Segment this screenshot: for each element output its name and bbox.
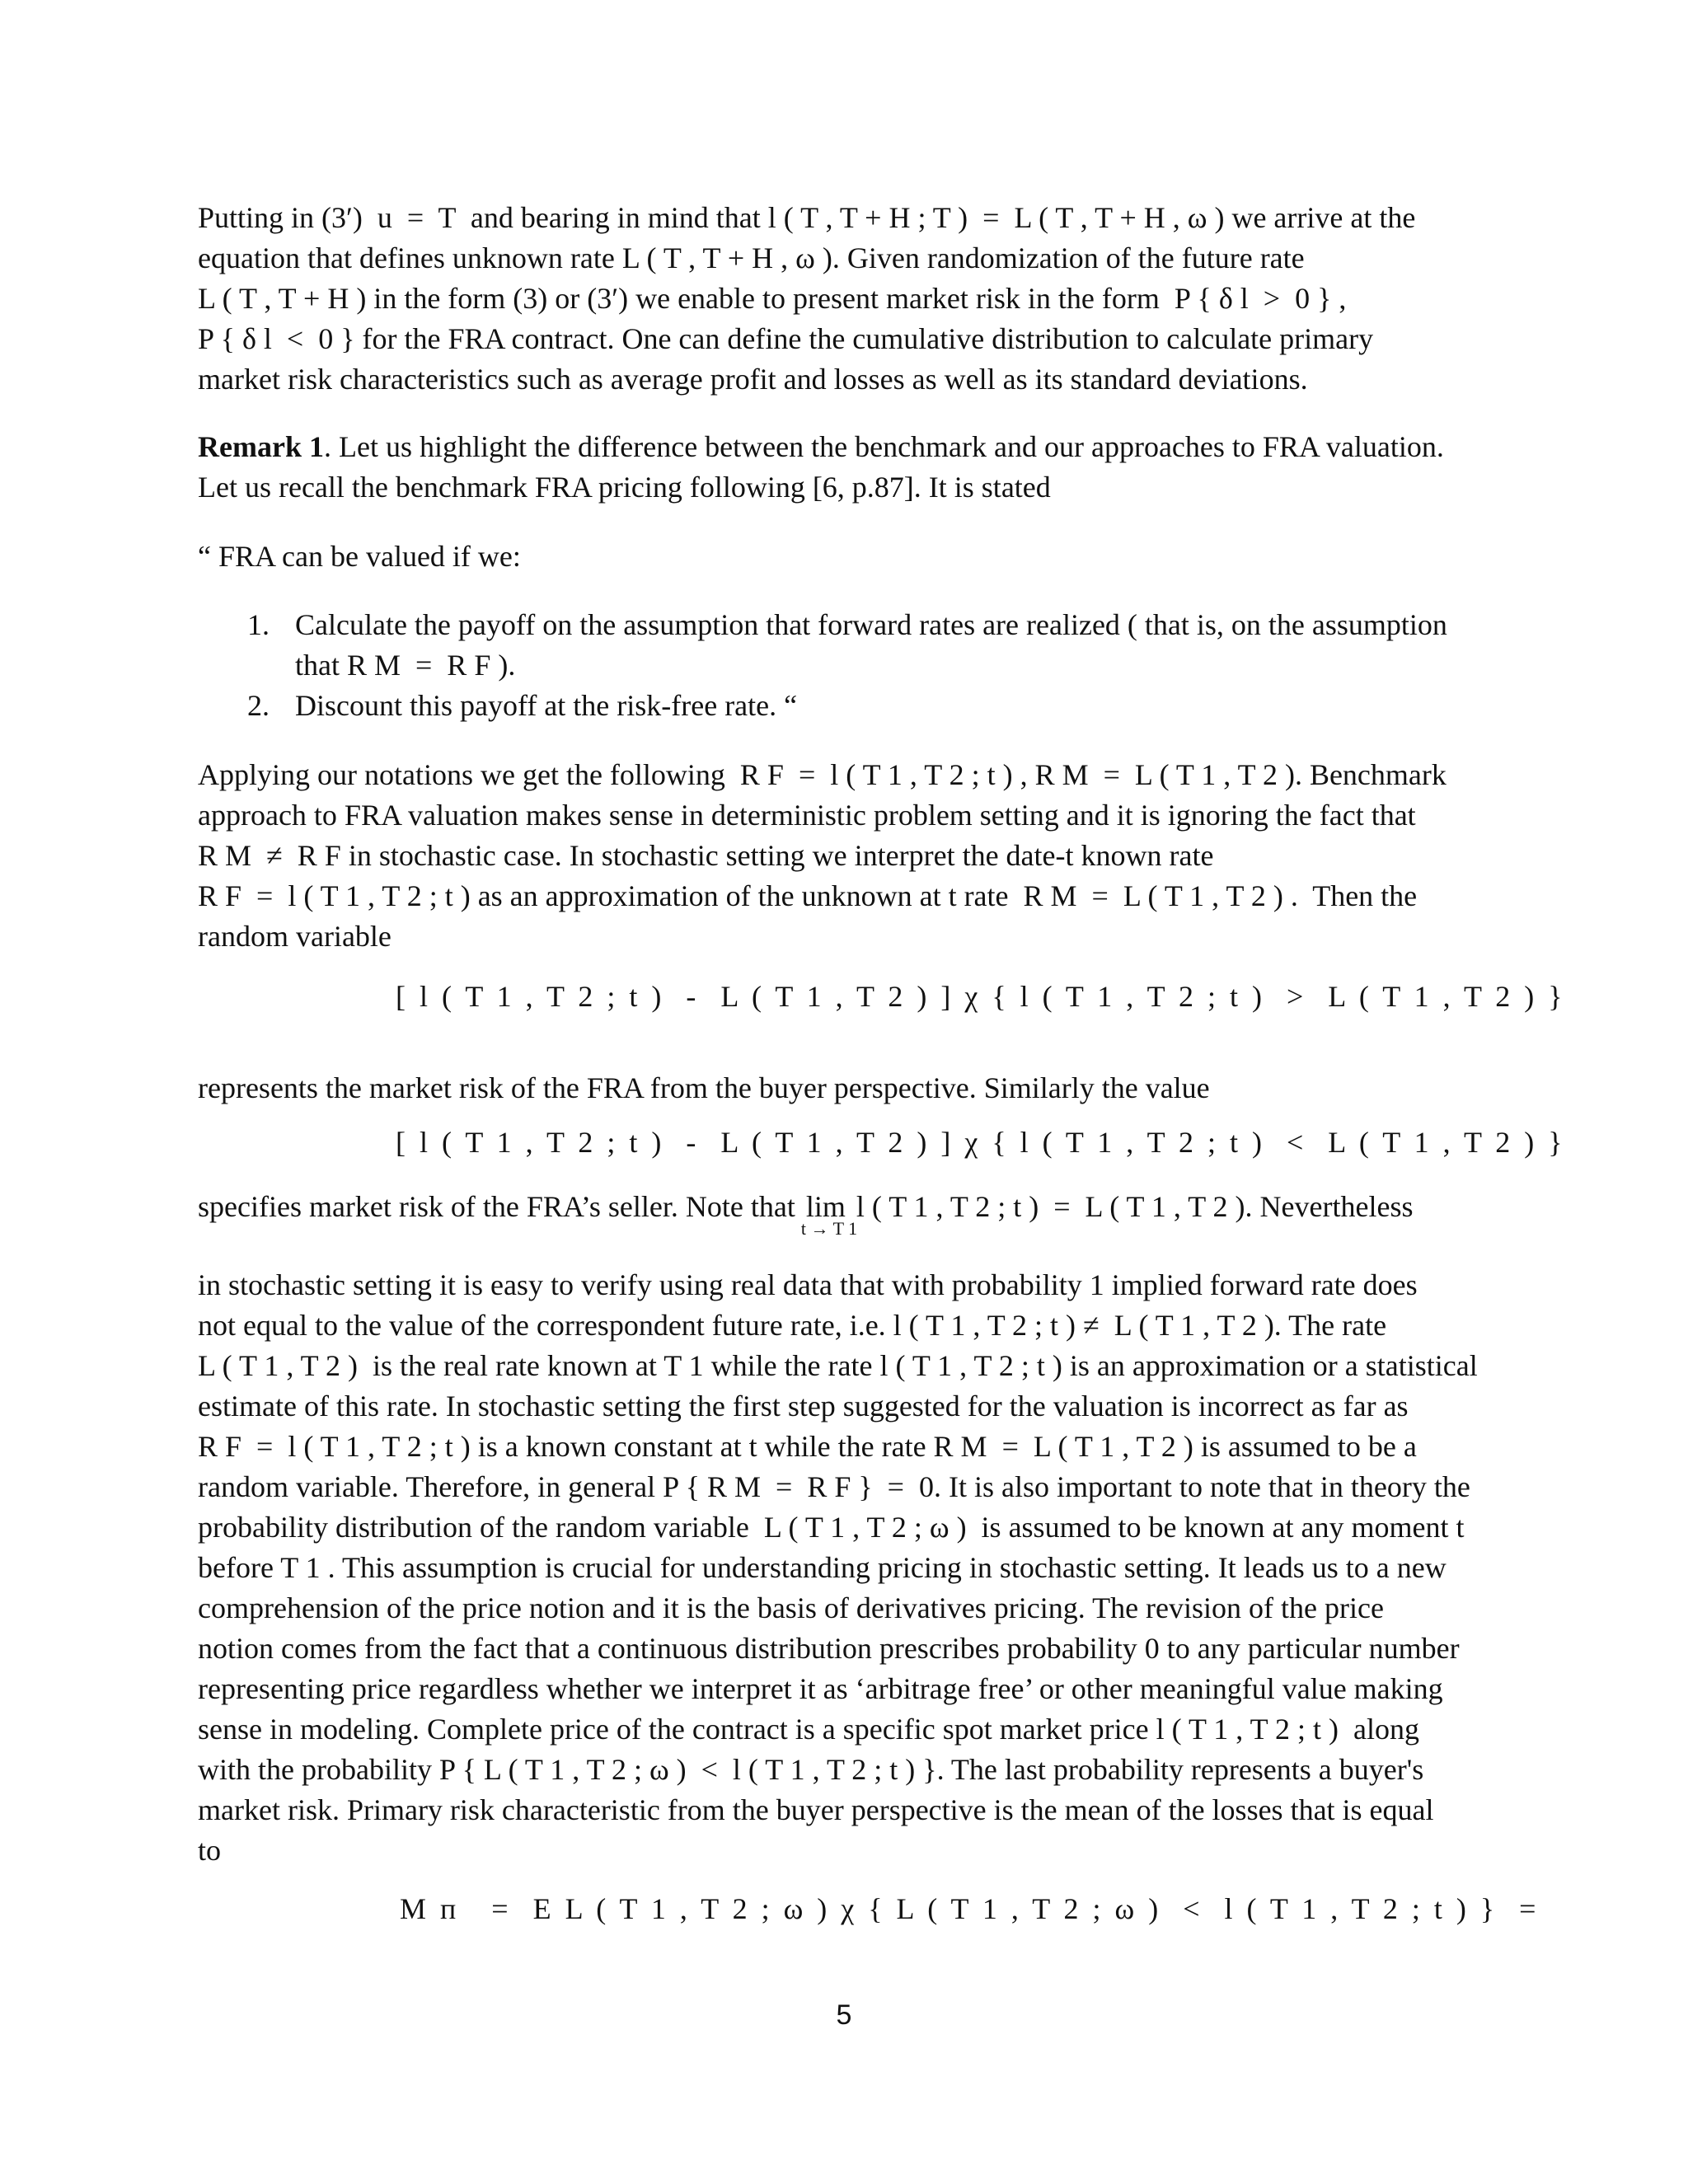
equation-buyer-risk: [ l ( T 1 , T 2 ; t ) - L ( T 1 , T 2 ) ] χ { l ( T 1 , T 2 ; t ) > L ( T 1 , T 2 ) } [396,980,1566,1013]
limit-expression [800,1187,858,1239]
text-line [198,1187,1517,1239]
list-item-number: 1. [247,608,270,641]
text-line: R F = l ( T 1 , T 2 ; t ) is a known constant at t while the rate R M = L ( T 1 , T 2 ) is assumed to be a [198,1430,1417,1463]
paragraph-limit [198,1187,1517,1239]
limit-text-after: l ( T 1 , T 2 ; t ) = L ( T 1 , T 2 ). Nevertheless [848,1190,1414,1223]
text-line: R M ≠ R F in stochastic case. In stochastic setting we interpret the date-t known rate [198,839,1214,872]
equation-seller-risk: [ l ( T 1 , T 2 ; t ) - L ( T 1 , T 2 ) ] χ { l ( T 1 , T 2 ; t ) < L ( T 1 , T 2 ) } [396,1126,1566,1159]
text-line: representing price regardless whether we interpret it as ‘arbitrage free’ or other meaningful value making [198,1672,1443,1705]
text-line: approach to FRA valuation makes sense in deterministic problem setting and it is ignoring the fact that [198,799,1416,832]
remark-label: Remark 1 [198,430,324,463]
list-item [198,605,1517,686]
limit-text-before: specifies market risk of the FRA’s seller. Note that [198,1190,803,1223]
text-line: random variable. Therefore, in general P { R M = R F } = 0. It is also important to note that in theory the [198,1470,1470,1503]
text-line: market risk characteristics such as average profit and losses as well as its standard deviations. [198,363,1308,396]
paragraph-buyer-perspective [198,1068,1517,1108]
text-line: L ( T , T + H ) in the form (3) or (3′) we enable to present market risk in the form P { δ l > 0 } , [198,282,1347,315]
equation-mean-losses: M п = E L ( T 1 , T 2 ; ω ) χ { L ( T 1 , T 2 ; ω ) < l ( T 1 , T 2 ; t ) } = [400,1892,1540,1925]
text-line: market risk. Primary risk characteristic from the buyer perspective is the mean of the losses that is equal [198,1793,1434,1826]
page-number: 5 [836,1999,852,2031]
limit-operator: lim [805,1190,846,1223]
text-line: Let us recall the benchmark FRA pricing following [6, p.87]. It is stated [198,471,1051,504]
numbered-list [198,605,1517,726]
text-line: not equal to the value of the correspondent future rate, i.e. l ( T 1 , T 2 ; t ) ≠ L ( T 1 , T 2 ). The rate [198,1309,1387,1342]
text-line: comprehension of the price notion and it is the basis of derivatives pricing. The revision of the price [198,1591,1384,1624]
limit-subscript: t → T 1 [800,1218,858,1239]
paragraph-notations [198,755,1517,957]
text-line: P { δ l < 0 } for the FRA contract. One can define the cumulative distribution to calculate primary [198,322,1374,355]
text-line: notion comes from the fact that a continuous distribution prescribes probability 0 to any particular number [198,1632,1460,1665]
text-line: to [198,1834,222,1867]
text-line: Applying our notations we get the following R F = l ( T 1 , T 2 ; t ) , R M = L ( T 1 , T 2 ). Benchmark [198,758,1447,791]
text-line: that R M = R F ). [295,649,516,682]
remark-paragraph [198,427,1517,508]
text-line: Calculate the payoff on the assumption that forward rates are realized ( that is, on the assumption [295,608,1447,641]
quote-intro [198,537,1517,577]
paragraph-stochastic-setting [198,1265,1517,1871]
text-line: R F = l ( T 1 , T 2 ; t ) as an approximation of the unknown at t rate R M = L ( T 1 , T 2 ) . Then the [198,879,1418,912]
text-line: in stochastic setting it is easy to verify using real data that with probability 1 implied forward rate does [198,1268,1418,1301]
list-item [198,686,1517,726]
text-line: Discount this payoff at the risk-free rate. “ [295,689,798,722]
text-line: probability distribution of the random variable L ( T 1 , T 2 ; ω ) is assumed to be known at any moment t [198,1511,1465,1544]
list-item-number: 2. [247,689,270,722]
text-line: L ( T 1 , T 2 ) is the real rate known at T 1 while the rate l ( T 1 , T 2 ; t ) is an approximation or a statistical [198,1349,1478,1382]
text-line: sense in modeling. Complete price of the contract is a specific spot market price l ( T 1 , T 2 ; t ) along [198,1713,1419,1746]
text-line: Putting in (3′) u = T and bearing in mind that l ( T , T + H ; T ) = L ( T , T + H , ω ) we arrive at the [198,201,1416,234]
text-line: random variable [198,920,392,953]
text-line: before T 1 . This assumption is crucial for understanding pricing in stochastic setting. It leads us to a new [198,1551,1447,1584]
text-line [198,427,1517,467]
text-line: equation that defines unknown rate L ( T , T + H , ω ). Given randomization of the future rate [198,241,1305,274]
paragraph-fra-market-risk [198,198,1517,400]
remark-text: . Let us highlight the difference between the benchmark and our approaches to FRA valuation. [323,430,1444,463]
text-line: estimate of this rate. In stochastic setting the first step suggested for the valuation is incorrect as far as [198,1390,1409,1422]
text-line: with the probability P { L ( T 1 , T 2 ; ω ) < l ( T 1 , T 2 ; t ) }. The last probability represents a buyer's [198,1753,1424,1786]
text-line: “ FRA can be valued if we: [198,540,521,573]
text-line: represents the market risk of the FRA from the buyer perspective. Similarly the value [198,1071,1210,1104]
